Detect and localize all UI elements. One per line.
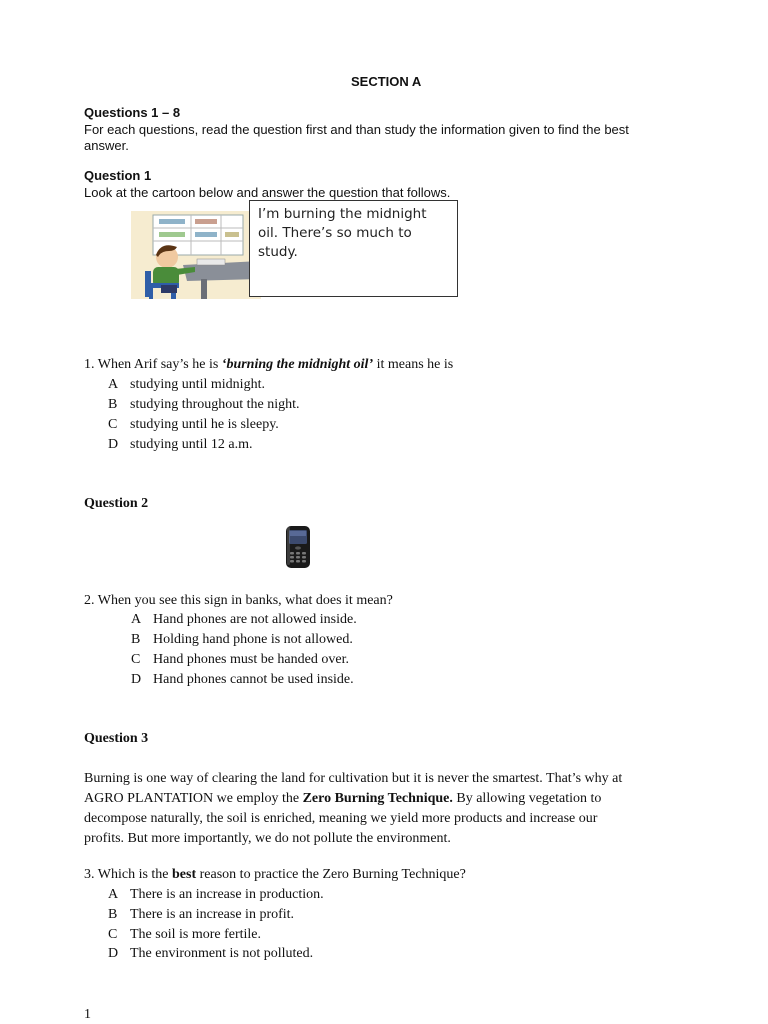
option-letter: B	[108, 397, 118, 412]
q2-option-d[interactable]	[131, 672, 354, 688]
q1-stem-post: it means he is	[373, 357, 454, 372]
passage-line: profits. But more importantly, we do not pollute the environment.	[84, 831, 451, 846]
instructions	[84, 122, 629, 154]
q2-option-b[interactable]	[131, 632, 353, 648]
q2-option-a[interactable]	[131, 612, 357, 628]
option-text: studying throughout the night.	[130, 397, 300, 412]
option-text: The soil is more fertile.	[130, 927, 262, 942]
q3-passage	[84, 769, 622, 849]
q1-intro: Look at the cartoon below and answer the question that follows.	[84, 185, 451, 200]
option-text: Hand phones cannot be used inside.	[153, 672, 354, 687]
q1-option-d[interactable]	[108, 437, 253, 453]
bubble-line: study.	[258, 244, 298, 260]
q1-stem	[84, 357, 453, 373]
q1-heading: Question 1	[84, 168, 152, 183]
option-text: Holding hand phone is not allowed.	[153, 632, 353, 647]
option-text: The environment is not polluted.	[130, 946, 314, 961]
option-text: Hand phones must be handed over.	[153, 652, 349, 667]
q1-stem-pre: 1. When Arif say’s he is	[84, 357, 222, 372]
q2-option-c[interactable]	[131, 652, 349, 668]
option-letter: A	[131, 612, 142, 627]
option-letter: D	[131, 672, 142, 687]
q3-stem	[84, 867, 466, 883]
passage-line	[84, 789, 622, 809]
option-letter: B	[108, 907, 118, 922]
option-letter: D	[108, 946, 119, 961]
option-letter: C	[108, 927, 118, 942]
option-letter: A	[108, 377, 119, 392]
passage-line: Burning is one way of clearing the land for cultivation but it is never the smartest. That’s why at	[84, 771, 623, 786]
option-text: studying until midnight.	[130, 377, 265, 392]
section-title: SECTION A	[351, 74, 422, 89]
q1-stem-idiom: ‘burning the midnight oil’	[221, 357, 374, 372]
option-text: There is an increase in profit.	[130, 907, 295, 922]
cartoon-image	[131, 211, 261, 299]
speech-bubble	[249, 200, 458, 297]
q3-option-c[interactable]	[108, 927, 261, 943]
option-letter: A	[108, 887, 119, 902]
q3-option-a[interactable]	[108, 887, 324, 903]
page-number: 1	[84, 1007, 91, 1022]
option-text: Hand phones are not allowed inside.	[153, 612, 357, 627]
option-letter: B	[131, 632, 141, 647]
option-text: studying until 12 a.m.	[130, 437, 253, 452]
option-text: studying until he is sleepy.	[130, 417, 279, 432]
cartoon-boy-studying-icon	[131, 211, 261, 299]
q3-option-d[interactable]	[108, 946, 313, 962]
q1-option-b[interactable]	[108, 397, 300, 413]
option-letter: C	[131, 652, 141, 667]
passage-line: decompose naturally, the soil is enriched, meaning we yield more products and increase our	[84, 811, 598, 826]
questions-range: Questions 1 – 8	[84, 105, 181, 120]
q3-option-b[interactable]	[108, 907, 294, 923]
q3-stem-bold: best	[172, 867, 197, 882]
q3-heading: Question 3	[84, 731, 149, 746]
q3-stem-pre: 3. Which is the	[84, 867, 173, 882]
hand-phone-icon	[283, 525, 313, 569]
q3-stem-post: reason to practice the Zero Burning Technique?	[196, 867, 466, 882]
passage-text: AGRO PLANTATION we employ the	[84, 791, 303, 806]
q2-stem: 2. When you see this sign in banks, what does it mean?	[84, 593, 393, 608]
q2-heading: Question 2	[84, 496, 149, 511]
instructions-line: answer.	[84, 138, 129, 153]
q1-option-c[interactable]	[108, 417, 279, 433]
option-letter: C	[108, 417, 118, 432]
bubble-line: oil. There’s so much to	[258, 225, 412, 241]
bubble-line: I’m burning the midnight	[258, 206, 427, 222]
option-letter: D	[108, 437, 119, 452]
option-text: There is an increase in production.	[130, 887, 324, 902]
passage-technique-name: Zero Burning Technique.	[302, 791, 453, 806]
passage-text: By allowing vegetation to	[452, 791, 602, 806]
q1-option-a[interactable]	[108, 377, 265, 393]
instructions-line: For each questions, read the question first and than study the information given to find the best	[84, 122, 629, 137]
